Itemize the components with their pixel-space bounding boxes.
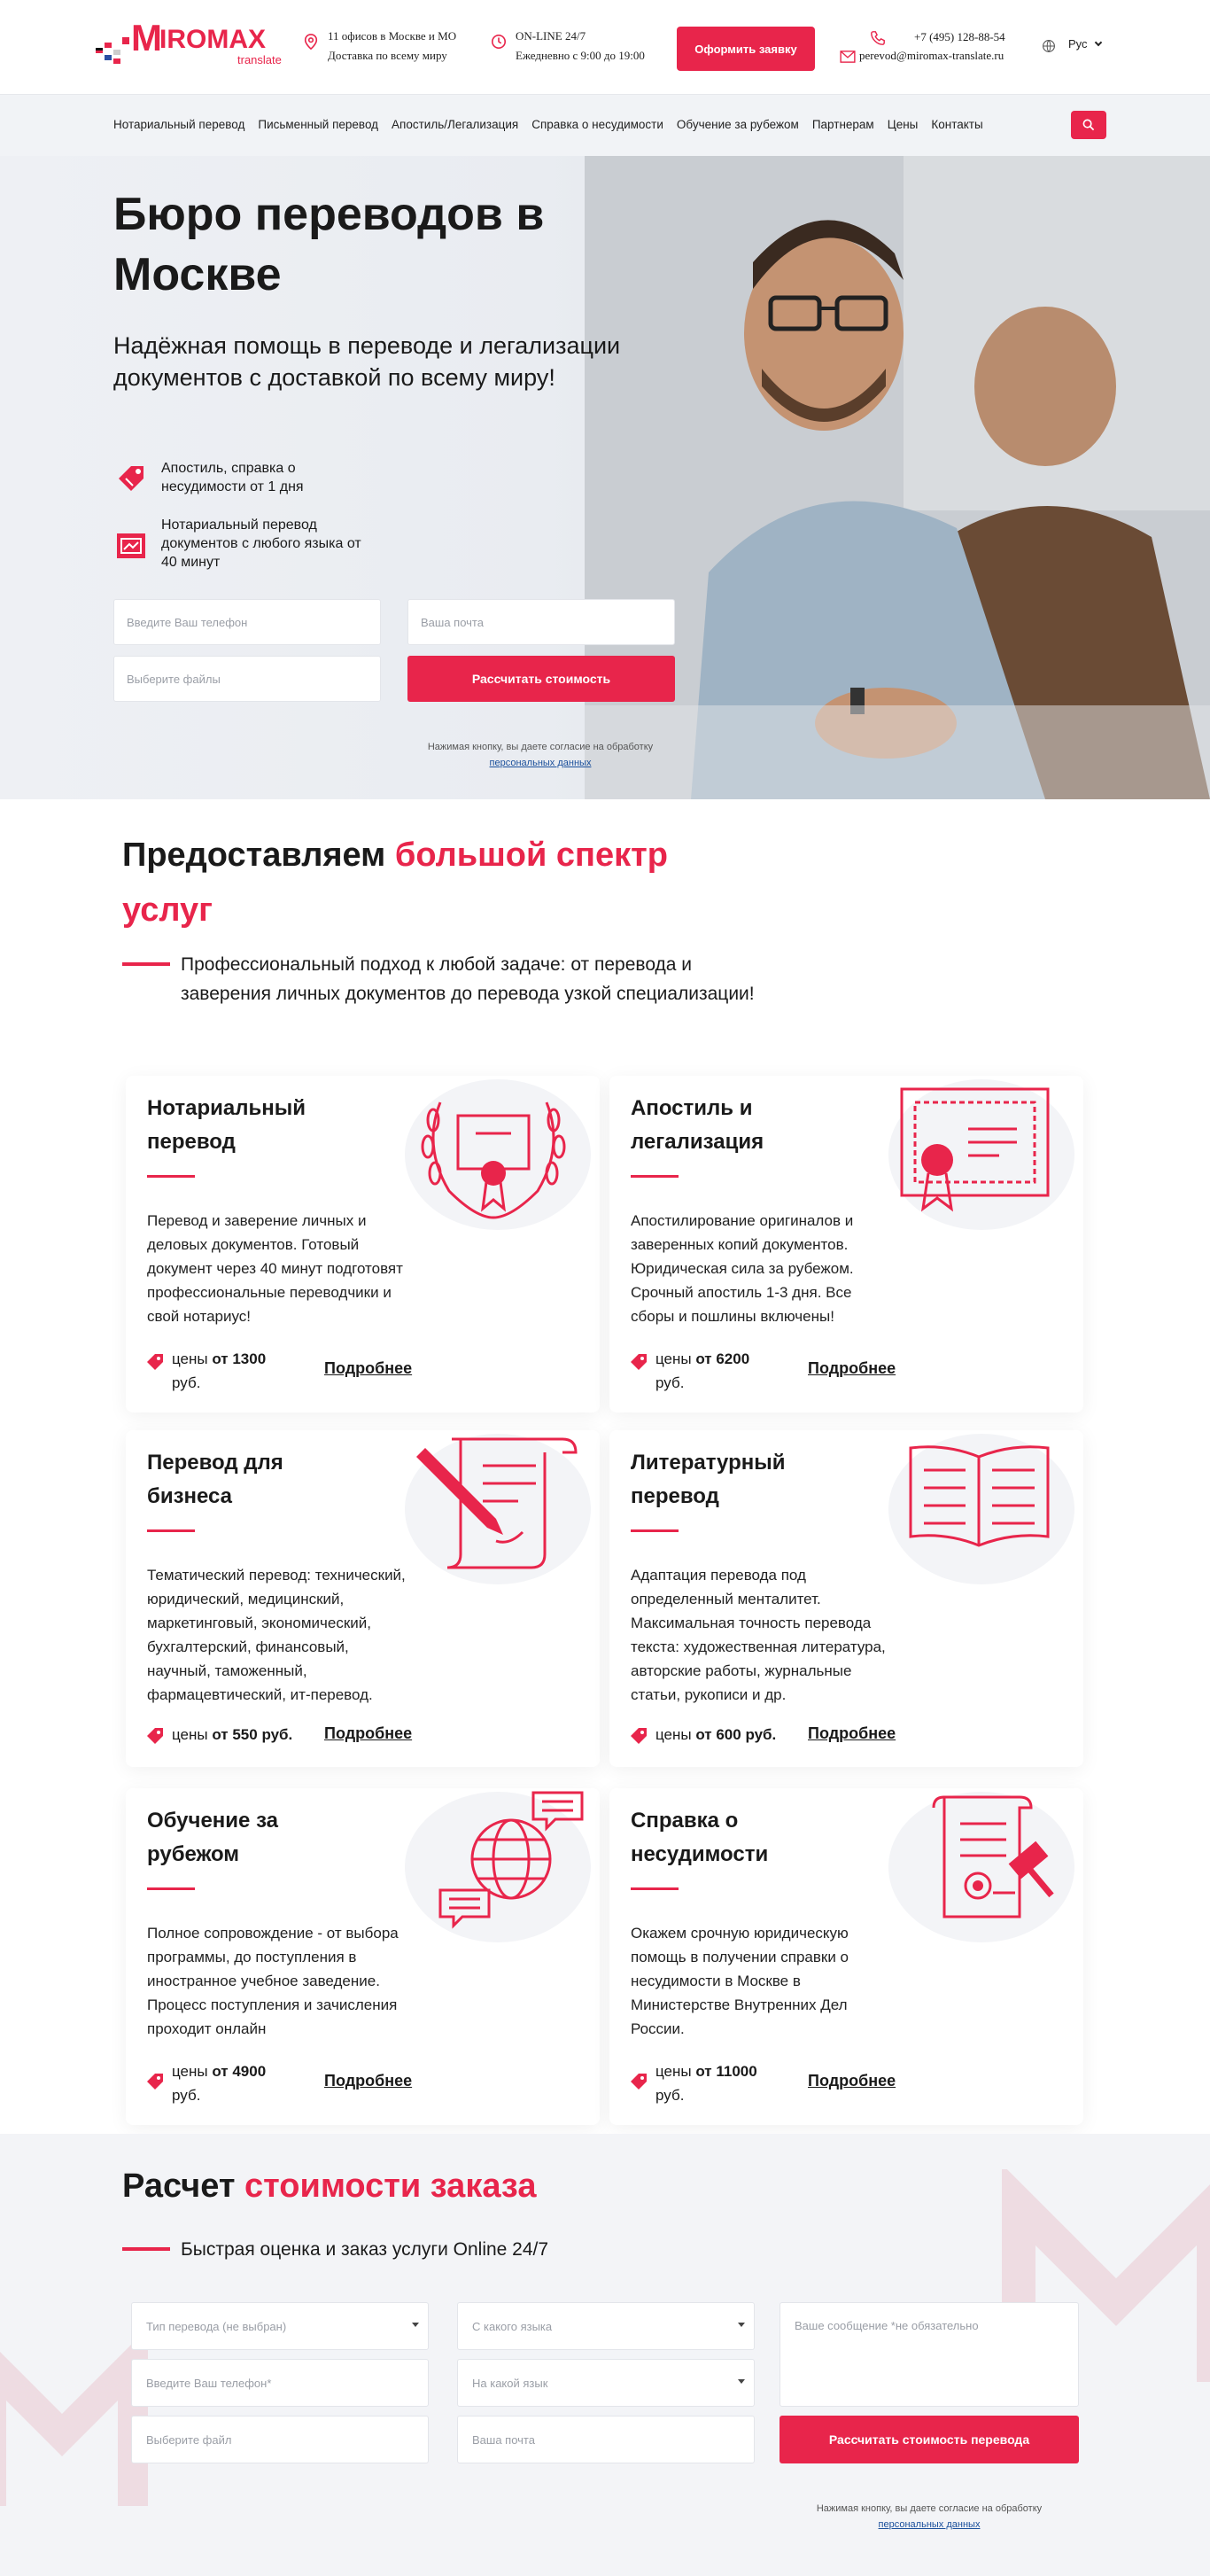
globe-chat-icon [436, 1788, 586, 1930]
price-prefix: цены [172, 1350, 213, 1367]
price-prefix: цены [172, 1726, 213, 1743]
price-tag-icon [629, 1726, 648, 1746]
card-price [655, 1347, 780, 1395]
calc-email-input[interactable]: Ваша почта [457, 2416, 755, 2463]
target-language-value: На какой язык [472, 2376, 548, 2390]
price-suffix: руб. [172, 1374, 201, 1391]
translation-type-select[interactable] [131, 2302, 429, 2350]
price-suffix: руб. [655, 1374, 685, 1391]
translation-type-value: Тип перевода (не выбран) [146, 2319, 287, 2333]
hero-calc-button[interactable]: Рассчитать стоимость [407, 656, 675, 702]
hero-consent [390, 739, 691, 771]
hero-phone-input[interactable]: Введите Ваш телефон [113, 599, 381, 645]
card-text: Тематический перевод: технический, юридический, медицинский, маркетинговый, экономический, бухгалтерский, финансовый, научный, таможенный, фармацевтический, ит-перевод. [147, 1567, 406, 1703]
document-stamp-icon [113, 528, 149, 564]
nav-item-contacts[interactable]: Контакты [931, 118, 983, 131]
mail-icon [840, 50, 856, 66]
source-language-select[interactable] [457, 2302, 755, 2350]
price-tag-icon [145, 2072, 165, 2091]
card-dash [631, 1175, 679, 1178]
nav-item-study-abroad[interactable]: Обучение за рубежом [676, 118, 799, 131]
nav-item-criminal-record[interactable]: Справка о несудимости [531, 118, 663, 131]
card-title: Литературный перевод [631, 1451, 786, 1508]
services-dash [122, 962, 170, 966]
price-prefix: цены [172, 2063, 213, 2080]
calc-file-input[interactable]: Выберите файл [131, 2416, 429, 2463]
site-logo[interactable] [96, 19, 291, 71]
card-price [172, 1723, 322, 1747]
calc-consent-text: Нажимая кнопку, вы даете согласие на обработку [816, 2503, 1043, 2514]
header-phone[interactable]: +7 (495) 128-88-54 [914, 30, 1005, 43]
card-more-link[interactable]: Подробнее [324, 1359, 413, 1377]
card-title: Нотариальный перевод [147, 1096, 306, 1154]
hero-file-input[interactable]: Выберите файлы [113, 656, 381, 702]
price-prefix: цены [655, 2063, 696, 2080]
calc-section [0, 2134, 1210, 2576]
hero-section [0, 156, 1210, 799]
card-more-link[interactable]: Подробнее [808, 1724, 896, 1742]
card-text: Адаптация перевода под определенный менталитет. Максимальная точность перевода текста: художественная литература, авторские работы, журнальные статьи, рукописи и др. [631, 1567, 886, 1703]
card-title: Справка о несудимости [631, 1809, 769, 1866]
people-illustration [585, 156, 1210, 799]
price-prefix: цены [655, 1350, 696, 1367]
price-value: от 550 руб. [212, 1726, 293, 1743]
globe-icon [1042, 39, 1056, 57]
price-value: от 4900 [212, 2063, 267, 2080]
card-dash [631, 1887, 679, 1890]
header-email[interactable]: perevod@miromax-translate.ru [859, 49, 1004, 62]
card-more-link[interactable]: Подробнее [324, 2072, 413, 2090]
card-dash [147, 1887, 195, 1890]
document-gavel-icon [927, 1788, 1068, 1930]
price-tag-icon [629, 2072, 648, 2091]
price-suffix: руб. [655, 2087, 685, 2104]
order-button[interactable]: Оформить заявку [677, 27, 815, 71]
card-text: Перевод и заверение личных и деловых документов. Готовый документ через 40 минут подготовят профессиональные переводчики и свой нотариус! [147, 1212, 403, 1325]
price-tag-icon [145, 1352, 165, 1372]
card-title: Перевод для бизнеса [147, 1451, 283, 1508]
nav-item-notary[interactable]: Нотариальный перевод [113, 118, 245, 131]
card-more-link[interactable]: Подробнее [324, 1724, 413, 1742]
card-price [655, 2059, 780, 2107]
chevron-down-icon [738, 2379, 745, 2384]
price-tag-icon [113, 461, 149, 496]
target-language-select[interactable] [457, 2359, 755, 2407]
diploma-seal-icon [893, 1085, 1061, 1218]
scroll-pen-icon [407, 1430, 585, 1572]
service-card-business[interactable] [126, 1430, 600, 1767]
calc-title [122, 2159, 742, 2214]
nav-item-prices[interactable]: Цены [887, 118, 919, 131]
card-dash [147, 1175, 195, 1178]
calc-submit-button[interactable]: Рассчитать стоимость перевода [780, 2416, 1079, 2463]
nav-item-apostille[interactable]: Апостиль/Легализация [392, 118, 519, 131]
card-text: Полное сопровождение - от выбора программы, до поступления в иностранное учебное заведение. Процесс поступления и зачисления проходит онлайн [147, 1925, 399, 2037]
calc-title-red: стоимости заказа [244, 2167, 537, 2205]
logo-watermark-icon [0, 2329, 151, 2524]
map-pin-icon [303, 34, 319, 50]
logo-m: M [131, 17, 162, 58]
online-line2: Ежедневно с 9:00 до 19:00 [516, 49, 645, 62]
offices-line2: Доставка по всему миру [328, 49, 447, 62]
services-title-black: Предоставляем [122, 837, 395, 874]
card-title: Апостиль и легализация [631, 1096, 764, 1154]
calc-consent-link[interactable]: персональных данных [878, 2519, 981, 2530]
calc-phone-input[interactable]: Введите Ваш телефон* [131, 2359, 429, 2407]
search-button[interactable] [1071, 111, 1106, 139]
site-header [0, 0, 1210, 94]
hero-consent-text: Нажимая кнопку, вы даете согласие на обработку [427, 742, 654, 752]
hero-title: Бюро переводов в Москве [113, 189, 545, 300]
card-dash [631, 1529, 679, 1532]
service-card-literary[interactable] [609, 1430, 1083, 1767]
service-card-apostille[interactable] [609, 1076, 1083, 1413]
calc-consent [780, 2501, 1079, 2533]
card-more-link[interactable]: Подробнее [808, 2072, 896, 2090]
services-title [122, 828, 725, 938]
language-select[interactable] [1068, 37, 1101, 51]
hero-email-input[interactable]: Ваша почта [407, 599, 675, 645]
card-price [172, 2059, 296, 2107]
hero-photo [585, 156, 1210, 799]
price-value: от 11000 [695, 2063, 757, 2080]
certificate-laurel-icon [405, 1076, 582, 1226]
calc-title-black: Расчет [122, 2167, 244, 2205]
card-dash [147, 1529, 195, 1532]
card-text: Апостилирование оригиналов и заверенных копий документов. Юридическая сила за рубежом. Срочный апостиль 1-3 дня. Все сборы и пошлины включены! [631, 1212, 854, 1325]
chevron-down-icon [412, 2323, 419, 2327]
card-text: Окажем срочную юридическую помощь в получении справки о несудимости в Москве в Министерстве Внутренних Дел России. [631, 1925, 849, 2037]
service-card-study[interactable] [126, 1788, 600, 2125]
phone-icon [870, 30, 886, 50]
hero-feature-notary: Нотариальный перевод документов с любого языка от 40 минут [161, 518, 361, 570]
search-icon [1082, 119, 1095, 131]
nav-list [113, 118, 997, 131]
service-card-notary[interactable] [126, 1076, 600, 1413]
clock-icon [491, 34, 507, 50]
price-value: от 600 руб. [695, 1726, 777, 1743]
logo-sub: translate [237, 53, 282, 66]
flags-icon [96, 35, 131, 67]
logo-word: IROMAX [159, 25, 266, 54]
online-line1: ON-LINE 24/7 [516, 29, 586, 43]
card-title: Обучение за рубежом [147, 1809, 279, 1866]
offices-info [328, 27, 456, 66]
card-more-link[interactable]: Подробнее [808, 1359, 896, 1377]
chevron-down-icon [1095, 39, 1102, 46]
price-value: от 6200 [695, 1350, 750, 1367]
services-subtitle: Профессиональный подход к любой задаче: от перевода и заверения личных документов до перевода узкой специализации! [181, 954, 755, 1004]
calc-subtitle: Быстрая оценка и заказ услуги Online 24/7 [181, 2239, 549, 2260]
main-nav [0, 94, 1210, 156]
offices-line1: 11 офисов в Москве и МО [328, 29, 457, 43]
price-suffix: руб. [172, 2087, 201, 2104]
nav-item-partners[interactable]: Партнерам [811, 118, 874, 131]
language-label: Рус [1068, 37, 1088, 51]
service-card-criminal-record[interactable] [609, 1788, 1083, 2125]
online-info [516, 27, 645, 66]
hero-feature-apostille: Апостиль, справка о несудимости от 1 дня [161, 461, 304, 494]
chevron-down-icon [738, 2323, 745, 2327]
open-book-icon [902, 1439, 1057, 1554]
hero-subtitle: Надёжная помощь в переводе и легализации документов с доставкой по всему миру! [113, 332, 621, 391]
source-language-value: С какого языка [472, 2319, 553, 2333]
card-price [655, 1723, 806, 1747]
hero-consent-link[interactable]: персональных данных [489, 758, 592, 768]
price-prefix: цены [655, 1726, 696, 1743]
message-textarea[interactable]: Ваше сообщение *не обязательно [780, 2302, 1079, 2407]
nav-item-written[interactable]: Письменный перевод [258, 118, 379, 131]
price-tag-icon [629, 1352, 648, 1372]
price-value: от 1300 [212, 1350, 267, 1367]
calc-dash [122, 2247, 170, 2251]
card-price [172, 1347, 296, 1395]
services-title-red: большой спектр услуг [122, 837, 668, 929]
price-tag-icon [145, 1726, 165, 1746]
